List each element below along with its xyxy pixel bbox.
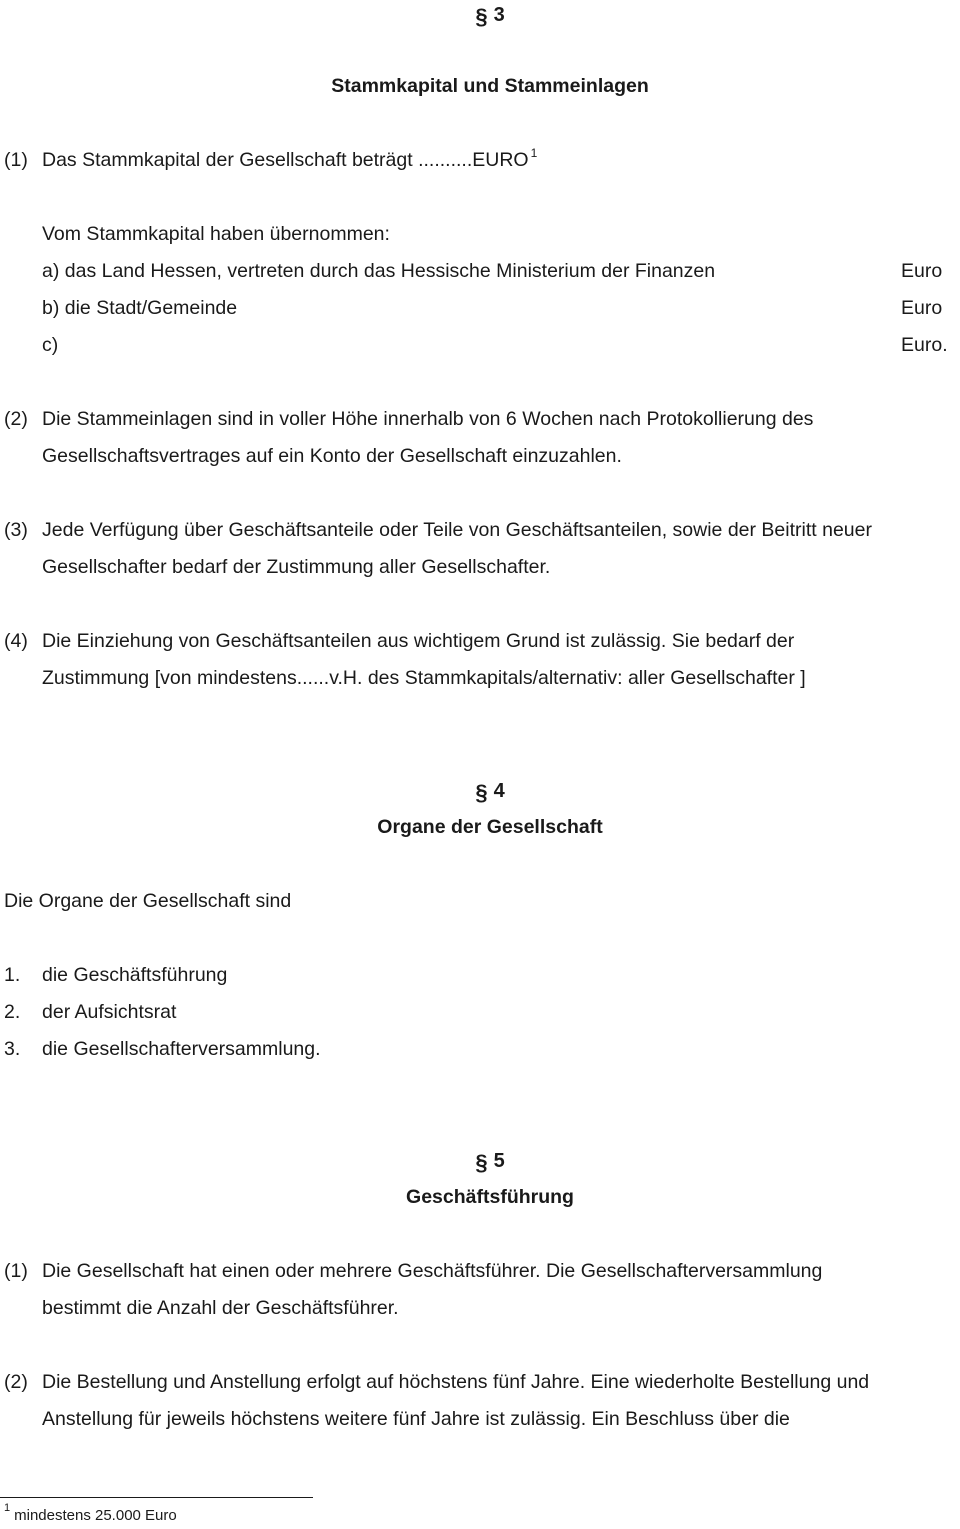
paragraph-number: (3) [4,519,28,541]
footnote [4,1502,177,1526]
footnote-divider [0,1497,313,1498]
paragraph-5-2-line: Die Bestellung und Anstellung erfolgt auf höchstens fünf Jahre. Eine wiederholte Bestellung und [42,1371,870,1393]
list-number: 3. [4,1038,21,1060]
section-5-heading [0,1148,960,1173]
paragraph-3-1 [42,148,537,174]
section-number: 4 [493,780,505,802]
footnote-mark: 1 [4,1502,11,1514]
paragraph-3-4-line: Zustimmung [von mindestens......v.H. des Stammkapitals/alternativ: aller Gesellschafter ] [42,667,806,689]
section-number: 5 [493,1150,505,1172]
share-unit: Euro [901,297,943,319]
organs-intro: Die Organe der Gesellschaft sind [4,890,292,912]
paragraph-3-4-line: Die Einziehung von Geschäftsanteilen aus wichtigem Grund ist zulässig. Sie bedarf der [42,630,795,652]
section-4-title: Organe der Gesellschaft [377,816,603,838]
list-item: der Aufsichtsrat [42,1001,177,1023]
paragraph-number: (1) [4,149,28,171]
paragraph-sign: § [475,1150,488,1175]
paragraph-5-1-line: Die Gesellschaft hat einen oder mehrere Geschäftsführer. Die Gesellschafterversammlung [42,1260,823,1282]
paragraph-number: (2) [4,1371,28,1393]
share-label: b) die Stadt/Gemeinde [42,297,238,319]
list-item: die Gesellschafterversammlung. [42,1038,321,1060]
paragraph-3-3-line: Jede Verfügung über Geschäftsanteile oder Teile von Geschäftsanteilen, sowie der Beitritt neuer [42,519,872,541]
section-5-title: Geschäftsführung [406,1186,574,1208]
paragraph-sign: § [475,4,488,29]
paragraph-number: (4) [4,630,28,652]
paragraph-5-1-line: bestimmt die Anzahl der Geschäftsführer. [42,1297,399,1319]
shares-intro: Vom Stammkapital haben übernommen: [42,223,390,245]
share-label: c) [42,334,59,356]
section-3-heading [0,2,960,27]
share-label: a) das Land Hessen, vertreten durch das Hessische Ministerium der Finanzen [42,260,716,282]
paragraph-text: Das Stammkapital der Gesellschaft beträgt ..........EURO [42,149,529,171]
paragraph-number: (1) [4,1260,28,1282]
section-number: 3 [493,4,505,26]
list-item: die Geschäftsführung [42,964,228,986]
section-3-title: Stammkapital und Stammeinlagen [331,75,649,97]
paragraph-3-2-line: Gesellschaftsvertrages auf ein Konto der Gesellschaft einzuzahlen. [42,445,622,467]
section-4-heading [0,778,960,803]
paragraph-3-2-line: Die Stammeinlagen sind in voller Höhe innerhalb von 6 Wochen nach Protokollierung des [42,408,814,430]
share-unit: Euro [901,260,943,282]
footnote-text: mindestens 25.000 Euro [14,1507,177,1524]
footnote-ref: 1 [530,146,538,160]
paragraph-5-2-line: Anstellung für jeweils höchstens weitere fünf Jahre ist zulässig. Ein Beschluss über die [42,1408,790,1430]
paragraph-3-3-line: Gesellschafter bedarf der Zustimmung aller Gesellschafter. [42,556,551,578]
paragraph-number: (2) [4,408,28,430]
paragraph-sign: § [475,780,488,805]
share-unit: Euro. [901,334,948,356]
list-number: 1. [4,964,21,986]
list-number: 2. [4,1001,21,1023]
